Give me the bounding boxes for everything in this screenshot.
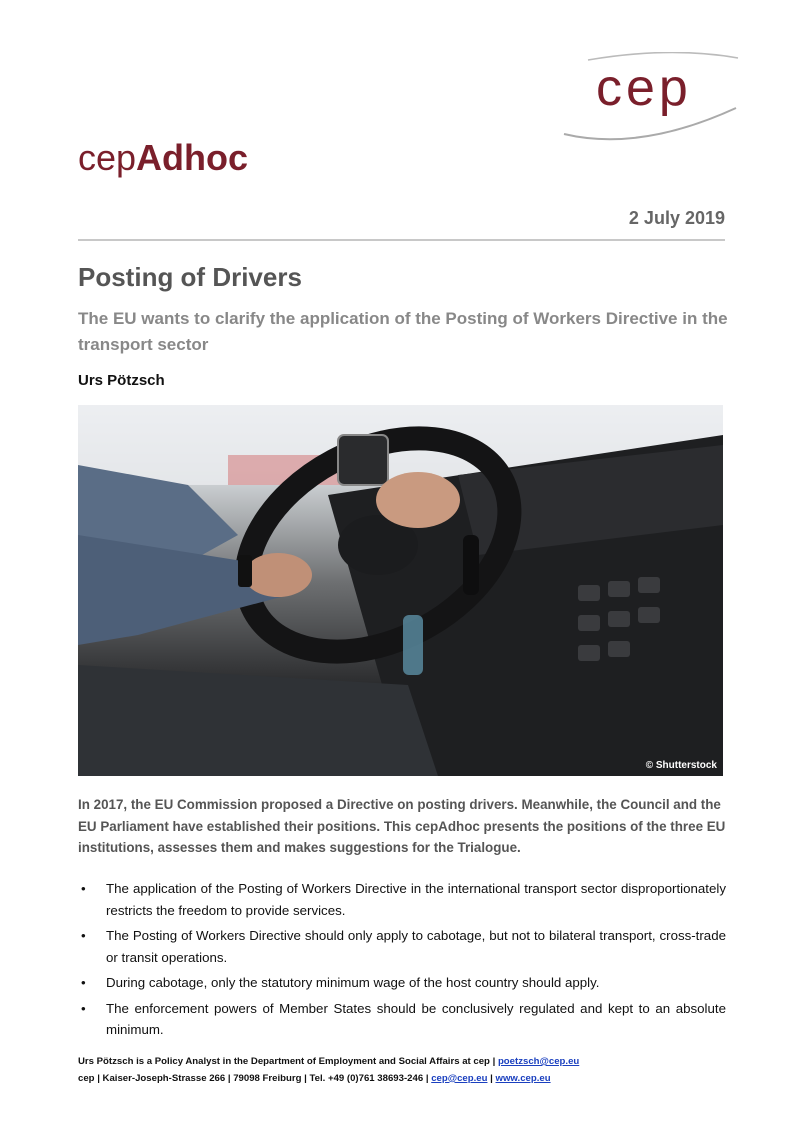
brand-name: Adhoc — [136, 137, 249, 178]
author-email-link[interactable]: poetzsch@cep.eu — [497, 1056, 580, 1067]
list-item — [78, 998, 726, 1041]
intro-paragraph: In 2017, the EU Commission proposed a Directive on posting drivers. Meanwhile, the Council and the EU Parliament have established their positions. This cepAdhoc presents the positions of the three EU institutions, assesses them and makes suggestions for the Trialogue. — [78, 797, 726, 856]
header-divider — [78, 239, 725, 241]
footer-line-contact — [78, 1071, 728, 1088]
photo-credit: © Shutterstock — [645, 760, 717, 771]
footer-separator: | — [487, 1072, 496, 1084]
bullet-glyph: • — [81, 1000, 86, 1016]
publication-date: 2 July 2019 — [628, 208, 725, 228]
cep-email-link[interactable]: cep@cep.eu — [431, 1072, 488, 1084]
list-item-text: The Posting of Workers Directive should only apply to cabotage, but not to bilateral transport, cross-trade or transit operations. — [106, 928, 726, 965]
logo-text: cep — [596, 59, 692, 117]
key-points-list — [78, 878, 726, 1045]
list-item-text: The enforcement powers of Member States should be conclusively regulated and kept to an absolute minimum. — [106, 1000, 726, 1038]
truck-driver-photo — [78, 405, 723, 776]
bullet-glyph: • — [81, 881, 86, 896]
brand-prefix: cep — [78, 137, 137, 178]
list-item — [78, 925, 726, 968]
cep-logo — [560, 52, 740, 152]
footer — [78, 1054, 728, 1088]
website-link[interactable]: www.cep.eu — [495, 1072, 551, 1084]
brand-title — [78, 138, 248, 178]
list-item — [78, 972, 726, 994]
list-item-text: During cabotage, only the statutory minimum wage of the host country should apply. — [106, 975, 600, 991]
footer-contact-text: cep | Kaiser-Joseph-Strasse 266 | 79098 Freiburg | Tel. +49 (0)761 38693-246 | — [78, 1072, 432, 1084]
author-name: Urs Pötzsch — [78, 372, 165, 389]
page-subtitle: The EU wants to clarify the application of the Posting of Workers Directive in the transport sector — [78, 309, 728, 355]
page-title: Posting of Drivers — [78, 262, 302, 292]
bullet-glyph: • — [81, 975, 86, 991]
footer-author-text: Urs Pötzsch is a Policy Analyst in the Department of Employment and Social Affairs at cep | — [78, 1056, 498, 1067]
footer-line-author — [78, 1054, 728, 1071]
list-item-text: The application of the Posting of Workers Directive in the international transport sector disproportionately restricts the freedom to provide services. — [106, 881, 726, 918]
bullet-glyph: • — [81, 928, 86, 944]
list-item — [78, 878, 726, 921]
photo-illustration — [78, 405, 723, 776]
